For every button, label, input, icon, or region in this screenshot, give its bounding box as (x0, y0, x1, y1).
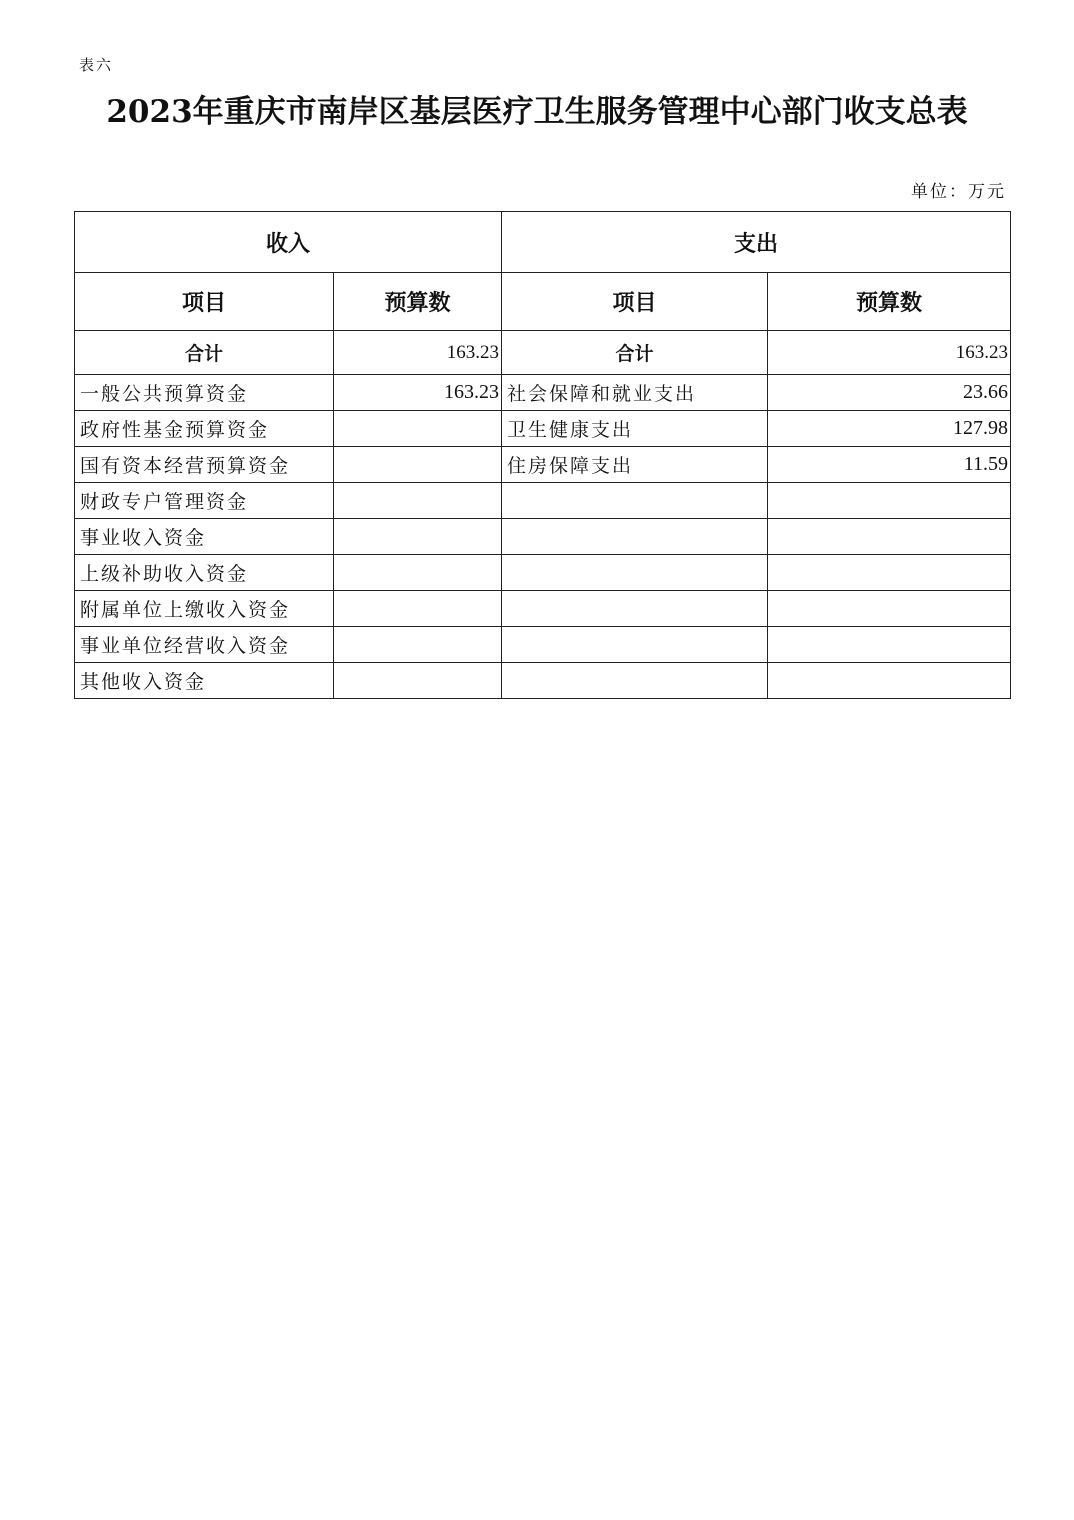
income-item-header: 项目 (75, 273, 334, 331)
income-value-cell (334, 555, 502, 591)
expense-item-cell (502, 555, 768, 591)
income-value-cell (334, 591, 502, 627)
income-item-cell: 政府性基金预算资金 (75, 411, 334, 447)
income-value-cell (334, 447, 502, 483)
expense-item-cell (502, 663, 768, 699)
income-value-cell (334, 411, 502, 447)
expense-budget-header: 预算数 (768, 273, 1011, 331)
income-budget-header: 预算数 (334, 273, 502, 331)
expense-value-cell (768, 591, 1011, 627)
income-value-cell (334, 483, 502, 519)
income-item-cell: 事业收入资金 (75, 519, 334, 555)
section-heading-row (75, 212, 1011, 273)
income-value-cell (334, 663, 502, 699)
table-row (75, 375, 1011, 411)
table-label: 表六 (79, 56, 114, 74)
column-header-row (75, 273, 1011, 331)
income-value-cell (334, 519, 502, 555)
expense-value-cell: 11.59 (768, 447, 1011, 483)
income-item-cell: 其他收入资金 (75, 663, 334, 699)
expense-item-cell: 卫生健康支出 (502, 411, 768, 447)
expense-value-cell (768, 663, 1011, 699)
expense-value-cell (768, 519, 1011, 555)
income-item-cell: 上级补助收入资金 (75, 555, 334, 591)
expense-value-cell: 127.98 (768, 411, 1011, 447)
budget-summary-table (74, 211, 1011, 699)
income-item-cell: 附属单位上缴收入资金 (75, 591, 334, 627)
table-row (75, 663, 1011, 699)
expense-value-cell (768, 627, 1011, 663)
table-row (75, 411, 1011, 447)
table-row (75, 591, 1011, 627)
income-heading: 收入 (75, 212, 502, 273)
expense-item-cell (502, 483, 768, 519)
income-value-cell: 163.23 (334, 375, 502, 411)
expense-value-cell (768, 555, 1011, 591)
table-row (75, 447, 1011, 483)
expense-value-cell (768, 483, 1011, 519)
table-row (75, 483, 1011, 519)
total-row (75, 331, 1011, 375)
expense-heading: 支出 (502, 212, 1011, 273)
expense-item-cell (502, 519, 768, 555)
income-value-cell (334, 627, 502, 663)
income-total-label: 合计 (75, 331, 334, 375)
expense-total-label: 合计 (502, 331, 768, 375)
expense-total-value: 163.23 (768, 331, 1011, 375)
expense-value-cell: 23.66 (768, 375, 1011, 411)
expense-item-cell (502, 627, 768, 663)
detail-rows (75, 375, 1011, 699)
expense-item-cell: 住房保障支出 (502, 447, 768, 483)
income-item-cell: 事业单位经营收入资金 (75, 627, 334, 663)
table-row (75, 519, 1011, 555)
income-item-cell: 一般公共预算资金 (75, 375, 334, 411)
income-total-value: 163.23 (334, 331, 502, 375)
expense-item-header: 项目 (502, 273, 768, 331)
table-row (75, 627, 1011, 663)
income-item-cell: 国有资本经营预算资金 (75, 447, 334, 483)
expense-item-cell: 社会保障和就业支出 (502, 375, 768, 411)
table-row (75, 555, 1011, 591)
income-item-cell: 财政专户管理资金 (75, 483, 334, 519)
page-title: 2023年重庆市南岸区基层医疗卫生服务管理中心部门收支总表 (106, 94, 968, 130)
unit-label: 单位：万元 (911, 182, 1006, 202)
expense-item-cell (502, 591, 768, 627)
